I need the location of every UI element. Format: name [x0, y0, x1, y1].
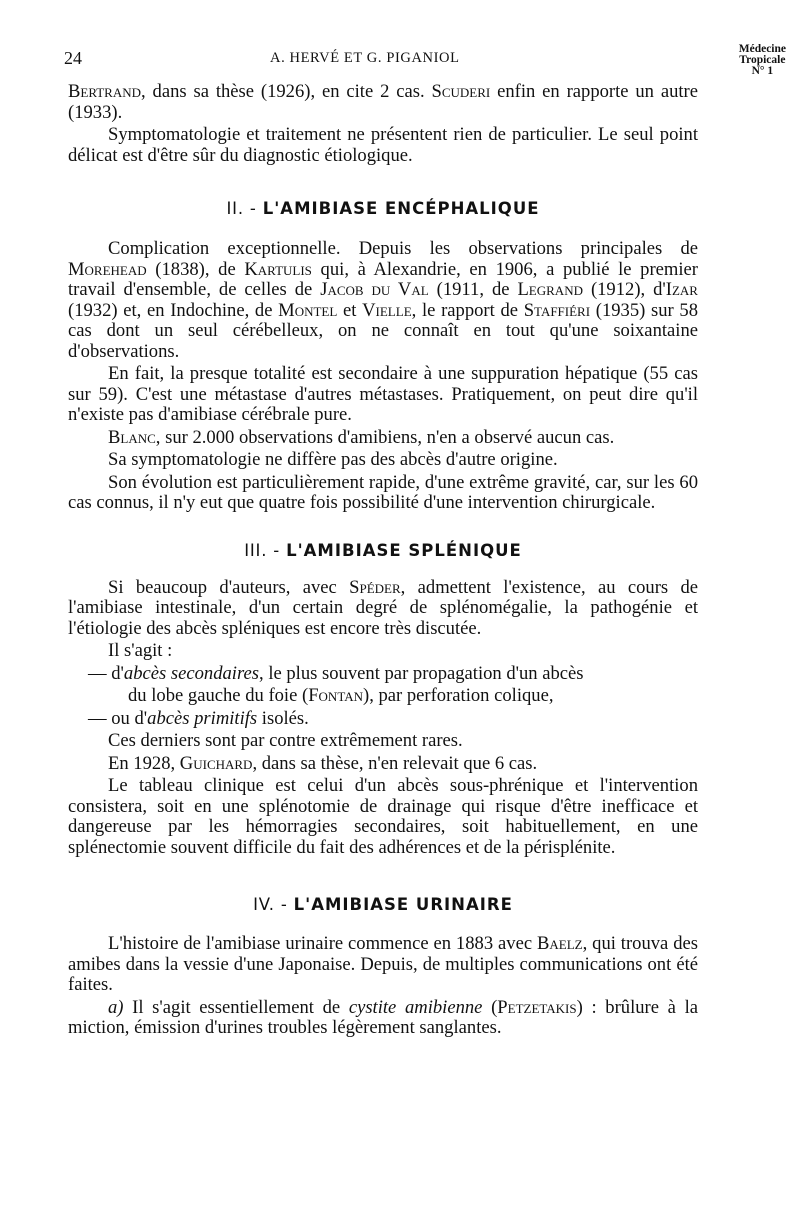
- paragraph: [68, 998, 698, 1039]
- text-run: L'histoire de l'amibiase urinaire commence en 1883 avec: [108, 933, 537, 954]
- text-run: (1912), d': [582, 279, 666, 300]
- text-run: isolés.: [257, 707, 309, 729]
- author-name: Kartulis: [244, 258, 312, 280]
- text-run: (1935) sur 58 cas dont un seul cérébelleux, on ne connaît en tout qu'une soixantaine d'observations.: [68, 299, 699, 362]
- emphasis: abcès primitifs: [147, 707, 258, 729]
- author-name: Morehead: [68, 258, 147, 280]
- page-number: 24: [64, 48, 82, 68]
- text-run: du lobe gauche du foie (: [128, 685, 309, 706]
- section-title: L'AMIBIASE SPLÉNIQUE: [286, 540, 522, 560]
- author-name: Montel: [278, 299, 338, 321]
- text-run: , le rapport de: [411, 299, 524, 321]
- author-name: Izar: [665, 279, 698, 300]
- text-run: , dans sa thèse (1926), en cite 2 cas.: [141, 81, 432, 102]
- author-name: Spéder: [349, 576, 401, 598]
- text-run: enfin en rapporte un autre (1933).: [68, 81, 698, 123]
- text-run: , admettent l'existence, au cours de l'amibiase intestinale, d'un certain degré de splénomégalie, la pathogénie et l'étiologie des abcès spléniques est encore très discutée.: [68, 576, 698, 639]
- text-run: Complication exceptionnelle. Depuis les observations principales de: [108, 238, 698, 259]
- list-item: [68, 709, 698, 730]
- text-run: et: [337, 299, 363, 321]
- text-run: , dans sa thèse, n'en relevait que 6 cas.: [252, 752, 538, 774]
- paragraph: En fait, la presque totalité est secondaire à une suppuration hépatique (55 cas sur 59). C'est une métastase d'autres métastases. Pratiquement, on peut dire qu'il n'existe pas d'amibiase cérébrale pure.: [68, 363, 698, 425]
- paragraph: [68, 934, 698, 996]
- paragraph: Symptomatologie et traitement ne présentent rien de particulier. Le seul point délicat est d'être sûr du diagnostic étiologique.: [68, 124, 698, 166]
- running-head: A. HERVÉ ET G. PIGANIOL: [270, 50, 460, 66]
- journal-tag-line: Tropicale: [739, 54, 786, 66]
- author-name: Jacob du Val: [320, 279, 429, 300]
- section-number: II. -: [226, 199, 263, 218]
- text-run: (1932) et, en Indochine, de: [68, 299, 279, 321]
- text-run: qui, à Alexandrie, en 1906, a publié le premier travail d'ensemble, de celles de: [68, 258, 698, 300]
- section-number: III. -: [244, 540, 287, 560]
- paragraph: [68, 578, 698, 640]
- paragraph: [68, 754, 698, 775]
- section-heading: [68, 895, 698, 914]
- emphasis: a): [108, 996, 124, 1018]
- author-name: Petzetakis: [497, 996, 577, 1018]
- text-run: Si beaucoup d'auteurs, avec: [108, 576, 350, 598]
- text-run: (1838), de: [146, 258, 245, 280]
- journal-tag: [739, 44, 786, 77]
- author-name: Staffiéri: [523, 299, 591, 321]
- section-title: L'AMIBIASE URINAIRE: [293, 895, 513, 914]
- journal-tag-line: N° 1: [751, 65, 774, 77]
- text-run: , le plus souvent par propagation d'un abcès: [259, 662, 584, 684]
- paragraph: Le tableau clinique est celui d'un abcès sous-phrénique et l'intervention consistera, soit en une splénotomie de drainage qui risque d'être inefficace et dangereuse par les hémorragies secondaires, soit habituellement, en une splénectomie souvent difficile du fait des adhérences et de la périsplénite.: [68, 775, 698, 858]
- author-name: Guichard: [179, 752, 253, 774]
- text-run: En 1928,: [108, 752, 180, 774]
- emphasis: cystite amibienne: [348, 996, 483, 1018]
- list-item-continuation: [68, 686, 698, 707]
- section-heading: [68, 199, 698, 218]
- text-run: , qui trouva des amibes dans la vessie d'une Japonaise. Depuis, de multiples communications ont été faites.: [68, 933, 698, 995]
- text-run: Il s'agit essentiellement de: [123, 996, 349, 1018]
- author-name: Legrand: [517, 279, 583, 300]
- body-text: [68, 82, 698, 1039]
- author-name: Bertrand: [68, 81, 142, 102]
- text-run: (: [482, 996, 498, 1018]
- text-run: ), par perforation colique,: [363, 685, 554, 706]
- author-name: Fontan: [308, 685, 363, 706]
- paragraph: Son évolution est particulièrement rapide, d'une extrême gravité, car, sur les 60 cas connus, il n'y eut que quatre fois possibilité d'une intervention chirurgicale.: [68, 471, 698, 513]
- author-name: Blanc: [108, 426, 156, 448]
- section-number: IV. -: [253, 895, 294, 914]
- author-name: Baelz: [536, 933, 583, 954]
- text-run: ) : brûlure à la miction, émission d'urines troubles légèrement sanglantes.: [68, 996, 698, 1038]
- paragraph: [68, 428, 698, 449]
- paragraph: [68, 82, 698, 123]
- list-item: [68, 664, 698, 685]
- author-name: Vielle: [362, 299, 412, 321]
- paragraph: Il s'agit :: [108, 640, 173, 661]
- text-run: (1911, de: [428, 279, 518, 300]
- paragraph: Sa symptomatologie ne diffère pas des abcès d'autre origine.: [108, 449, 558, 470]
- text-run: — ou d': [88, 707, 148, 729]
- journal-tag-line: Médecine: [738, 43, 786, 55]
- emphasis: abcès secondaires: [123, 662, 260, 684]
- text-run: , sur 2.000 observations d'amibiens, n'en a observé aucun cas.: [155, 426, 615, 448]
- paragraph: Ces derniers sont par contre extrêmement rares.: [108, 730, 463, 751]
- section-heading: [68, 541, 698, 560]
- paragraph: [68, 239, 698, 362]
- author-name: Scuderi: [431, 81, 491, 102]
- section-title: L'AMIBIASE ENCÉPHALIQUE: [262, 199, 540, 218]
- text-run: — d': [88, 662, 124, 684]
